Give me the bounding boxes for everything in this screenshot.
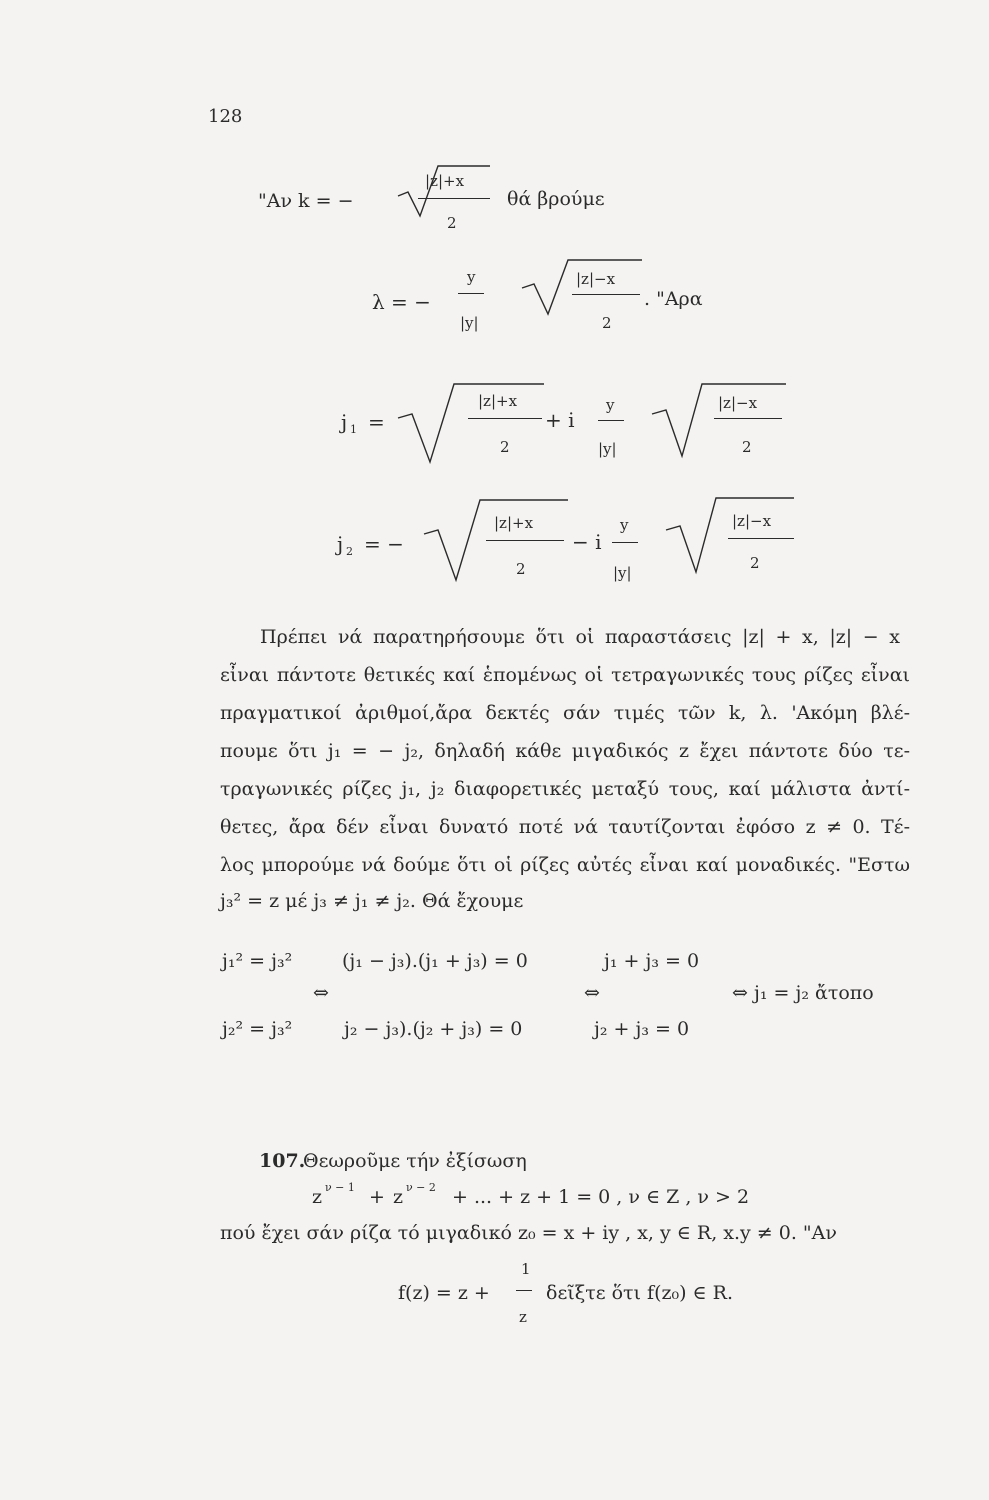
- exercise-eq-rest: + ... + z + 1 = 0 , ν ∈ Z , ν > 2: [452, 1186, 750, 1208]
- paragraph-line: θετες, ἄρα δέν εἶναι δυνατό ποτέ νά ταυτίζονται ἐφόσο z ≠ 0. Τέ-: [220, 816, 910, 838]
- exercise-eq-z2: z: [393, 1186, 404, 1208]
- eq-j1-sub: 1: [350, 423, 357, 436]
- fraction-bar: [468, 418, 542, 419]
- eq-k-suffix: θά βρούμε: [507, 188, 605, 210]
- eq-lambda-numerator: |z|−x: [576, 270, 616, 288]
- system-conclusion: ⇔ j₁ = j₂ ἄτοπο: [732, 982, 874, 1004]
- eq-j1-y-den: |y|: [598, 440, 617, 458]
- fraction-bar: [418, 198, 490, 199]
- exercise-eq-z1: z: [312, 1186, 323, 1208]
- paragraph-line: τραγωνικές ρίζες j₁, j₂ διαφορετικές μεταξύ τους, καί μάλιστα ἀντί-: [220, 778, 910, 800]
- exercise-eq-exp2: ν − 2: [406, 1181, 436, 1194]
- eq-k-denominator: 2: [447, 214, 457, 232]
- system-row2-b: j₂ − j₃).(j₂ + j₃) = 0: [344, 1018, 523, 1040]
- eq-k-prefix: "Αν k = −: [258, 190, 354, 212]
- system-row2-a: j₂² = j₃²: [222, 1018, 293, 1040]
- paragraph-line: j₃² = z μέ j₃ ≠ j₁ ≠ j₂. Θά ἔχουμε: [220, 890, 524, 912]
- eq-lambda-suffix: . "Αρα: [644, 288, 703, 310]
- radical-sign: [424, 498, 574, 584]
- paragraph-line: λος μπορούμε νά δούμε ὅτι οἱ ρίζες αὐτές εἶναι καί μοναδικές. "Εστω: [220, 854, 910, 876]
- radical-sign: [666, 496, 806, 582]
- eq-j2-num1: |z|+x: [494, 514, 534, 532]
- fraction-bar: [598, 420, 624, 421]
- eq-j2-y-num: y: [620, 516, 629, 534]
- eq-j2-j: j: [337, 532, 344, 556]
- eq-j2-mid: − i: [572, 530, 602, 554]
- eq-j1-j: j: [341, 410, 348, 434]
- eq-j1-mid: + i: [545, 408, 575, 432]
- exercise-line2: πού ἔχει σάν ρίζα τό μιγαδικό z₀ = x + iy , x, y ∈ R, x.y ≠ 0. "Αν: [220, 1222, 837, 1244]
- iff-symbol: ⇔: [313, 982, 329, 1004]
- eq-j1-num1: |z|+x: [478, 392, 518, 410]
- eq-lambda-denominator: 2: [602, 314, 612, 332]
- exercise-number: 107.: [259, 1150, 306, 1172]
- fraction-bar: [728, 538, 794, 539]
- iff-symbol: ⇔: [584, 982, 600, 1004]
- eq-lambda-y-den: |y|: [460, 314, 479, 332]
- eq-j2-y-den: |y|: [613, 564, 632, 582]
- exercise-f-den: z: [519, 1308, 527, 1326]
- eq-j2-eq: = −: [364, 532, 404, 556]
- fraction-bar: [486, 540, 564, 541]
- plus-sign: +: [369, 1186, 385, 1208]
- system-row1-b: (j₁ − j₃).(j₁ + j₃) = 0: [342, 950, 528, 972]
- eq-lambda-lhs: λ = −: [372, 290, 431, 314]
- exercise-f-lhs: f(z) = z +: [398, 1282, 490, 1304]
- eq-j2-den2: 2: [750, 554, 760, 572]
- eq-j1-eq: =: [368, 410, 385, 434]
- fraction-bar: [714, 418, 782, 419]
- eq-j1-y-num: y: [606, 396, 615, 414]
- fraction-bar: [572, 294, 640, 295]
- radical-sign: [398, 382, 548, 466]
- fraction-bar: [458, 293, 484, 294]
- paragraph-line: πραγματικοί ἀριθμοί,ἄρα δεκτές σάν τιμές τῶν k, λ. 'Ακόμη βλέ-: [220, 702, 910, 724]
- exercise-intro: Θεωροῦμε τήν ἐξίσωση: [303, 1150, 527, 1172]
- eq-j1-num2: |z|−x: [718, 394, 758, 412]
- system-row1-c: j₁ + j₃ = 0: [604, 950, 700, 972]
- system-row1-a: j₁² = j₃²: [222, 950, 293, 972]
- eq-lambda-y-num: y: [467, 268, 476, 286]
- eq-k-numerator: |z|+x: [425, 172, 465, 190]
- fraction-bar: [612, 542, 638, 543]
- exercise-f-num: 1: [521, 1260, 531, 1278]
- fraction-bar: [516, 1290, 532, 1291]
- paragraph-line: Πρέπει νά παρατηρήσουμε ὅτι οἱ παραστάσεις |z| + x, |z| − x: [260, 626, 900, 648]
- eq-j1-den1: 2: [500, 438, 510, 456]
- system-row2-c: j₂ + j₃ = 0: [594, 1018, 690, 1040]
- paragraph-line: εἶναι πάντοτε θετικές καί ἑπομένως οἱ τετραγωνικές τους ρίζες εἶναι: [220, 664, 910, 686]
- eq-j1-den2: 2: [742, 438, 752, 456]
- exercise-eq-exp1: ν − 1: [325, 1181, 355, 1194]
- eq-j2-num2: |z|−x: [732, 512, 772, 530]
- radical-sign: [522, 258, 652, 318]
- eq-j2-sub: 2: [346, 545, 353, 558]
- page-number: 128: [208, 106, 243, 127]
- exercise-f-rhs: δεῖξτε ὅτι f(z₀) ∈ R.: [546, 1282, 734, 1304]
- eq-j2-den1: 2: [516, 560, 526, 578]
- paragraph-line: πουμε ὅτι j₁ = − j₂, δηλαδή κάθε μιγαδικός z ἔχει πάντοτε δύο τε-: [220, 740, 910, 762]
